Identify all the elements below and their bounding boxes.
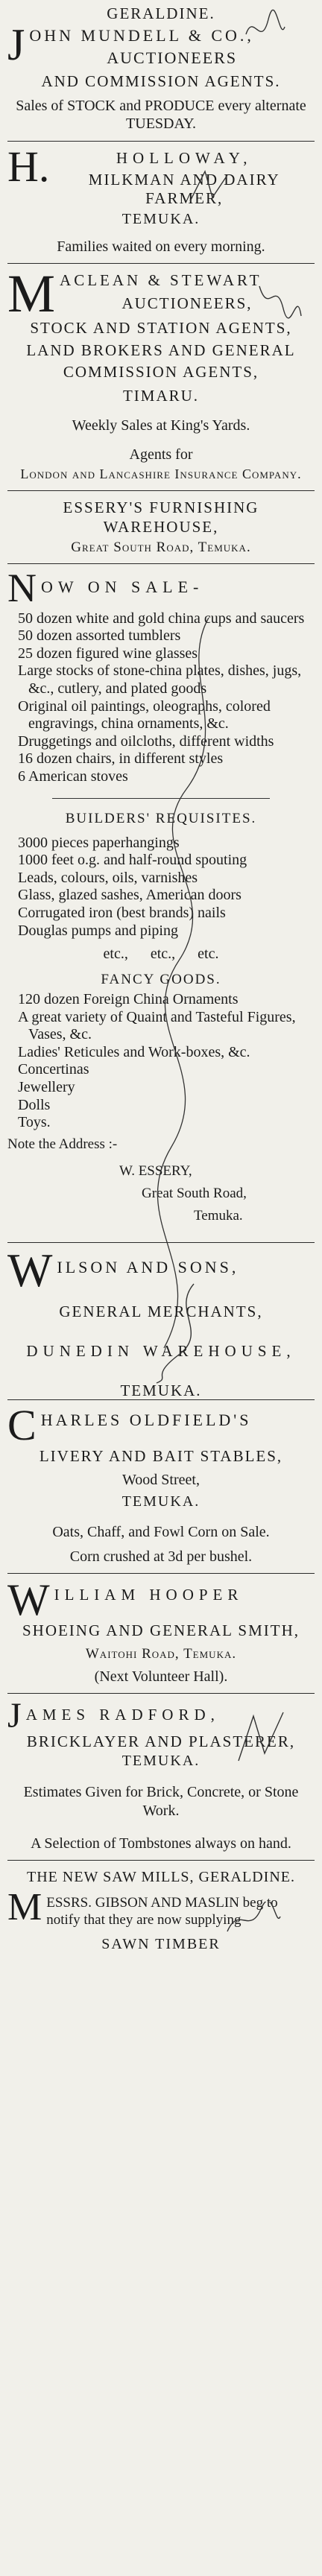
list-item: Ladies' Reticules and Work-boxes, &c. xyxy=(18,1043,250,1060)
ad-line: LIVERY AND BAIT STABLES, xyxy=(39,1446,283,1465)
ad-name: HOLLOWAY, xyxy=(116,148,253,167)
ad-headline: OW ON SALE- xyxy=(41,577,204,597)
ad-note: A Selection of Tombstones always on hand. xyxy=(31,1835,291,1852)
ad-note: Sales of STOCK and PRODUCE every alternate TUESDAY. xyxy=(16,98,306,133)
signature-address: Great South Road, xyxy=(142,1185,247,1201)
ad-title2: AND COMMISSION AGENTS. xyxy=(41,72,281,90)
ad-mundell xyxy=(7,4,315,133)
list-item: Leads, colours, oils, varnishes xyxy=(18,869,198,886)
list-item: Jewellery xyxy=(18,1079,75,1096)
ad-town: TEMUKA. xyxy=(121,1493,201,1510)
list-item: Glass, glazed sashes, American doors xyxy=(18,887,242,904)
ad-line: (Next Volunteer Hall). xyxy=(94,1668,228,1685)
list-item: Original oil paintings, oleographs, colored engravings, china ornaments, &c. xyxy=(18,697,271,732)
drop-cap: N xyxy=(7,566,37,611)
ad-town: TIMARU. xyxy=(122,387,200,405)
list-item: Douglas pumps and piping xyxy=(18,922,178,939)
list-item: Dolls xyxy=(18,1096,51,1113)
handwritten-mark xyxy=(127,1280,216,1384)
list-item: 50 dozen assorted tumblers xyxy=(18,627,181,645)
ad-line: Wood Street, xyxy=(122,1471,200,1488)
list-item: Concertinas xyxy=(18,1061,89,1078)
list-item: Toys. xyxy=(18,1114,51,1131)
drop-cap: W xyxy=(7,1575,50,1624)
ad-line: BRICKLAYER AND PLASTERER, xyxy=(26,1732,296,1751)
builders-list xyxy=(7,835,315,940)
ad-address: Great South Road, Temuka. xyxy=(71,539,251,556)
ad-radford xyxy=(7,1695,315,1852)
ad-line: LAND BROKERS AND GENERAL xyxy=(26,341,296,359)
ad-agents: Agents for xyxy=(129,446,193,463)
drop-cap: J xyxy=(7,20,25,69)
divider xyxy=(7,141,315,142)
ad-name: ACLEAN & STEWART xyxy=(60,270,262,289)
list-item: 6 American stoves xyxy=(18,768,128,785)
ad-name: OHN MUNDELL & CO., xyxy=(29,26,254,45)
ad-town: TEMUKA. xyxy=(121,210,201,227)
ad-line: AUCTIONEERS, xyxy=(121,294,253,312)
list-item: 50 dozen white and gold china cups and saucers xyxy=(18,610,305,627)
drop-cap: J xyxy=(7,1695,22,1735)
ad-town: TEMUKA. xyxy=(121,1753,201,1770)
list-item: Large stocks of stone-china plates, dishes, jugs, &c., cutlery, and plated goods xyxy=(18,662,302,697)
ad-sawmill xyxy=(7,1868,315,1953)
etc-line: etc., etc., etc. xyxy=(103,946,219,963)
list-item: Druggetings and oilcloths, different widths xyxy=(18,732,274,750)
drop-cap: H. xyxy=(7,142,50,191)
drop-cap: W xyxy=(7,1243,53,1297)
ad-line: GENERAL MERCHANTS, xyxy=(59,1302,263,1320)
ad-title: MILKMAN AND DAIRY FARMER, xyxy=(88,170,280,207)
ad-name: AMES RADFORD, xyxy=(25,1705,220,1724)
ad-hooper xyxy=(7,1575,315,1686)
ad-name: ILSON AND SONS, xyxy=(57,1257,239,1276)
ad-company: London and Lancashire Insurance Company. xyxy=(20,466,302,482)
ad-holloway xyxy=(7,142,315,256)
ad-line: Waitohi Road, Temuka. xyxy=(85,1645,237,1662)
ad-maclean xyxy=(7,263,315,483)
ad-line: DUNEDIN WAREHOUSE, xyxy=(26,1341,296,1360)
ad-wilson xyxy=(7,1243,315,1399)
divider xyxy=(7,1573,315,1574)
sale-list xyxy=(7,610,315,786)
ad-title: AUCTIONEERS xyxy=(107,48,238,67)
ad-line: STOCK AND STATION AGENTS, xyxy=(30,319,292,338)
ad-note: Oats, Chaff, and Fowl Corn on Sale. xyxy=(52,1523,270,1540)
section-heading: BUILDERS' REQUISITES. xyxy=(65,810,257,826)
ad-note: Corn crushed at 3d per bushel. xyxy=(69,1548,253,1565)
signature-name: W. ESSERY, xyxy=(119,1162,192,1179)
list-item: Corrugated iron (best brands) nails xyxy=(18,904,226,921)
divider xyxy=(7,490,315,491)
divider xyxy=(7,1242,315,1243)
divider xyxy=(7,1860,315,1861)
ad-last: SAWN TIMBER xyxy=(101,1936,221,1953)
signature-town: Temuka. xyxy=(194,1207,243,1224)
list-item: 3000 pieces paperhangings xyxy=(18,834,180,851)
list-item: A great variety of Quaint and Tasteful Figures, Vases, &c. xyxy=(18,1008,296,1043)
divider xyxy=(7,563,315,564)
ad-head: THE NEW SAW MILLS, GERALDINE. xyxy=(27,1869,295,1886)
ad-note: Estimates Given for Brick, Concrete, or Stone Work. xyxy=(23,1784,299,1819)
ad-note: Families waited on every morning. xyxy=(57,238,265,255)
ad-oldfield xyxy=(7,1400,315,1566)
fancy-list xyxy=(7,991,315,1132)
list-item: 25 dozen figured wine glasses xyxy=(18,645,198,662)
ad-line: SHOEING AND GENERAL SMITH, xyxy=(22,1621,300,1639)
drop-cap: C xyxy=(7,1400,37,1449)
ad-town: TEMUKA. xyxy=(120,1381,202,1399)
ad-note: Weekly Sales at King's Yards. xyxy=(72,417,250,434)
section-heading: FANCY GOODS. xyxy=(101,972,221,988)
list-item: 1000 feet o.g. and half-round spouting xyxy=(18,852,247,869)
ad-essery xyxy=(7,499,315,1224)
divider xyxy=(7,1693,315,1694)
ad-head: ESSERY'S FURNISHING WAREHOUSE, xyxy=(63,499,259,536)
ad-name: HARLES OLDFIELD'S xyxy=(40,1410,252,1429)
drop-cap: M xyxy=(7,263,56,323)
divider xyxy=(52,798,270,799)
ad-town: GERALDINE. xyxy=(107,4,215,22)
ad-text: ESSRS. GIBSON AND MASLIN beg to notify that they are now supplying xyxy=(46,1894,278,1928)
list-item: 120 dozen Foreign China Ornaments xyxy=(18,991,239,1008)
list-item: 16 dozen chairs, in different styles xyxy=(18,750,224,768)
ad-name: ILLIAM HOOPER xyxy=(54,1585,244,1604)
drop-cap: M xyxy=(7,1885,42,1928)
ad-note: Note the Address :- xyxy=(7,1136,118,1152)
ad-line: COMMISSION AGENTS, xyxy=(63,363,259,382)
